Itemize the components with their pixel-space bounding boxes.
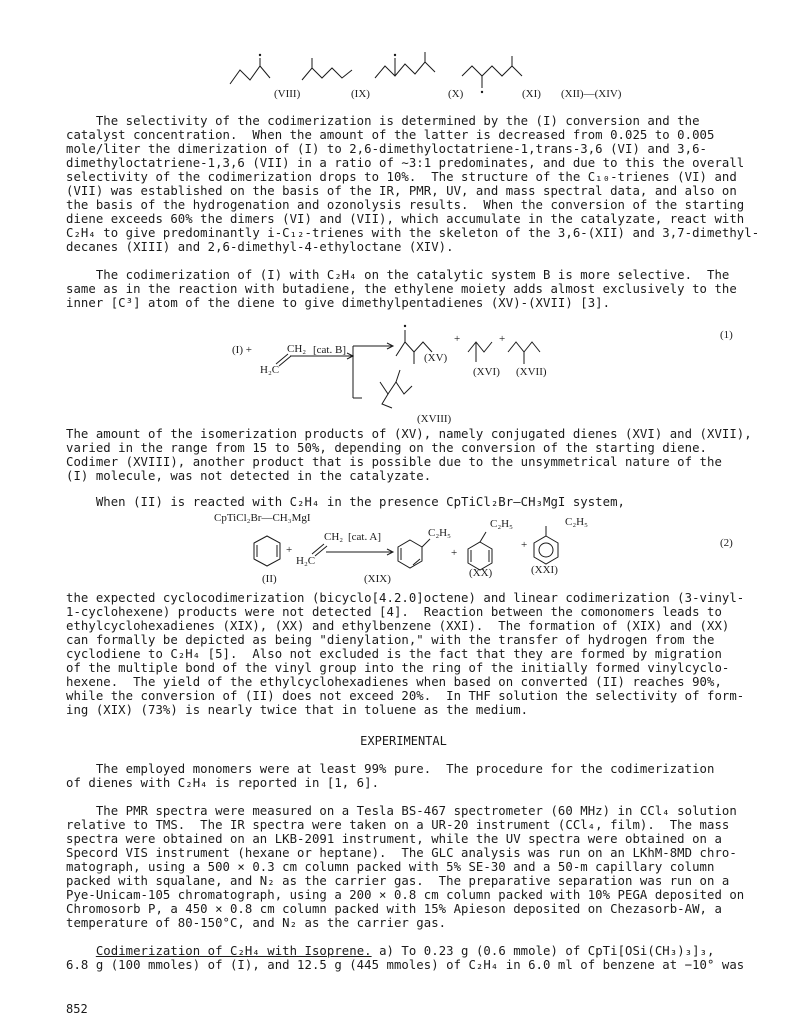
text-line: selectivity of the codimerization drops to 10%. The structure of the C₁₀-trienes (VI) and	[66, 170, 737, 184]
eq1-drawing	[0, 312, 807, 422]
text-line: the expected cyclocodimerization (bicyclo[4.2.0]octene) and linear codimerization (3-vinyl-	[66, 591, 745, 605]
label-xii-xiv: (XII)—(XIV)	[561, 88, 622, 100]
structure-viii	[230, 66, 270, 84]
text-run: a) To 0.23 g (0.6 mmole) of CpTi[OSi(CH₃)₃]₃,	[371, 944, 715, 958]
text-line	[66, 944, 714, 958]
structure-ii	[254, 536, 280, 566]
structure-xix	[398, 540, 422, 568]
structure-xx	[468, 542, 492, 570]
label-ix: (IX)	[351, 88, 370, 100]
eq2-c2h5-b: C₂H₅	[490, 518, 513, 530]
label-xix: (XIX)	[364, 573, 391, 585]
text-line: Specord VIS instrument (hexane or heptane). The GLC analysis was run on an LKhM-8MD chro-	[66, 846, 737, 860]
text-line: 1-cyclohexene) products were not detected [4]. Reaction between the comonomers leads to	[66, 605, 722, 619]
label-x: (X)	[448, 88, 464, 100]
text-line: temperature of 80-150°C, and N₂ as the carrier gas.	[66, 916, 447, 930]
eq1-plus-1: +	[454, 333, 461, 345]
eq1-plus-2: +	[499, 333, 506, 345]
text-line: inner [C³] atom of the diene to give dimethylpentadienes (XV)-(XVII) [3].	[66, 296, 611, 310]
text-line: same as in the reaction with butadiene, the ethylene moiety adds almost exclusively to the	[66, 282, 737, 296]
text-line: matograph, using a 500 × 0.3 cm column packed with 5% SE-30 and a 50-m capillary column	[66, 860, 715, 874]
eq1-ch2: CH₂	[287, 343, 307, 355]
text-line: ethylcyclohexadienes (XIX), (XX) and ethylbenzene (XXI). The formation of (XIX) and (XX)	[66, 619, 730, 633]
eq2-plus-left: +	[286, 544, 293, 556]
text-line: The selectivity of the codimerization is determined by the (I) conversion and the	[66, 114, 700, 128]
text-line: of the multiple bond of the vinyl group into the ring of the initially formed vinylcyclo-	[66, 661, 730, 675]
label-xv: (XV)	[424, 352, 448, 364]
text-line: The PMR spectra were measured on a Tesla BS-467 spectrometer (60 MHz) in CCl₄ solution	[66, 804, 737, 818]
text-line: Codimer (XVIII), another product that is possible due to the unsymmetrical nature of the	[66, 455, 722, 469]
eq2-c2h5-a: C₂H₅	[428, 527, 451, 539]
text-line: varied in the range from 15 to 50%, depending on the conversion of the starting diene.	[66, 441, 707, 455]
text-line: Chromosorb P, a 450 × 0.8 cm column packed with 15% Apieson deposited on Chezasorb-AW, a	[66, 902, 722, 916]
label-xi: (XI)	[522, 88, 541, 100]
label-xx: (XX)	[469, 567, 493, 579]
text-line: When (II) is reacted with C₂H₄ in the presence CpTiCl₂Br—CH₃MgI system,	[66, 495, 626, 509]
eq2-drawing	[0, 510, 807, 600]
label-xvii: (XVII)	[516, 366, 547, 378]
text-line: while the conversion of (II) does not exceed 20%. In THF solution the selectivity of form-	[66, 689, 745, 703]
structure-ix	[302, 68, 352, 80]
text-line: ing (XIX) (73%) is nearly twice that in toluene as the medium.	[66, 703, 529, 717]
text-line: The amount of the isomerization products of (XV), namely conjugated dienes (XVI) and (XVII),	[66, 427, 752, 441]
structure-xvii	[508, 342, 540, 352]
eq2-plus-1: +	[451, 547, 458, 559]
text-line: C₂H₄ to give predominantly i-C₁₂-trienes with the skeleton of the 3,6-(XII) and 3,7-dimethyl-	[66, 226, 760, 240]
label-viii: (VIII)	[274, 88, 301, 100]
text-line: 6.8 g (100 mmoles) of (I), and 12.5 g (445 mmoles) of C₂H₄ in 6.0 ml of benzene at −10° was	[66, 958, 745, 972]
subsection-title: Codimerization of C₂H₄ with Isoprene.	[95, 944, 372, 958]
text-line: (VII) was established on the basis of the IR, PMR, UV, and mass spectral data, and also on	[66, 184, 737, 198]
page-number: 852	[66, 1002, 88, 1016]
eq1-h2c: H₂C	[260, 364, 280, 376]
text-line: spectra were obtained on an LKB-2091 instrument, while the UV spectra were obtained on a	[66, 832, 722, 846]
text-line: Pye-Unicam-105 chromatograph, using a 200 × 0.8 cm column packed with 10% PEGA deposited on	[66, 888, 745, 902]
text-line: (I) molecule, was not detected in the catalyzate.	[66, 469, 432, 483]
eq2-system: CpTiCl₂Br—CH₃MgI	[214, 512, 311, 524]
equation-number-2: (2)	[720, 537, 733, 549]
eq2-plus-2: +	[521, 539, 528, 551]
text-line: relative to TMS. The IR spectra were taken on a UR-20 instrument (CCl₄, film). The mass	[66, 818, 730, 832]
structures-viii-xiv	[0, 0, 807, 110]
text-line: dimethyloctatriene-1,3,6 (VII) in a ratio of ∼3:1 predominates, and due to this the overall	[66, 156, 745, 170]
eq2-c2h5-c: C₂H₅	[565, 516, 588, 528]
eq1-catalyst: [cat. B]	[313, 344, 346, 356]
label-xviii: (XVIII)	[417, 413, 452, 425]
eq1-reactant: (I) +	[232, 344, 252, 356]
label-ii: (II)	[262, 573, 277, 585]
structure-xvi	[468, 342, 492, 352]
structure-x	[375, 62, 435, 78]
label-xvi: (XVI)	[473, 366, 500, 378]
section-heading-experimental: EXPERIMENTAL	[360, 734, 447, 748]
eq2-catalyst: [cat. A]	[348, 531, 381, 543]
structure-xviii	[380, 382, 412, 394]
text-line: The codimerization of (I) with C₂H₄ on the catalytic system B is more selective. The	[66, 268, 730, 282]
eq2-ch2: CH₂	[324, 531, 344, 543]
text-line: can formally be depicted as being "dienylation," with the transfer of hydrogen from the	[66, 633, 715, 647]
text-line: the basis of the hydrogenation and ozonolysis results. When the conversion of the starting	[66, 198, 745, 212]
text-line: The employed monomers were at least 99% pure. The procedure for the codimerization	[66, 762, 715, 776]
text-line: decanes (XIII) and 2,6-dimethyl-4-ethyloctane (XIV).	[66, 240, 454, 254]
text-line: catalyst concentration. When the amount of the latter is decreased from 0.025 to 0.005	[66, 128, 715, 142]
eq2-h2c: H₂C	[296, 555, 316, 567]
text-line: packed with squalane, and N₂ as the carrier gas. The preparative separation was run on a	[66, 874, 730, 888]
text-line: diene exceeds 60% the dimers (VI) and (VII), which accumulate in the catalyzate, react with	[66, 212, 745, 226]
text-line: hexene. The yield of the ethylcyclohexadienes when based on converted (II) reaches 90%,	[66, 675, 722, 689]
indent	[66, 944, 96, 958]
structure-xxi	[534, 536, 558, 564]
label-xxi: (XXI)	[531, 564, 558, 576]
equation-number-1: (1)	[720, 329, 733, 341]
text-line: of dienes with C₂H₄ is reported in [1, 6].	[66, 776, 380, 790]
text-line: cyclodiene to C₂H₄ [5]. Also not excluded is the fact that they are formed by migration	[66, 647, 722, 661]
text-line: mole/liter the dimerization of (I) to 2,6-dimethyloctatriene-1,trans-3,6 (VI) and 3,6-	[66, 142, 707, 156]
structure-xi	[462, 66, 522, 76]
